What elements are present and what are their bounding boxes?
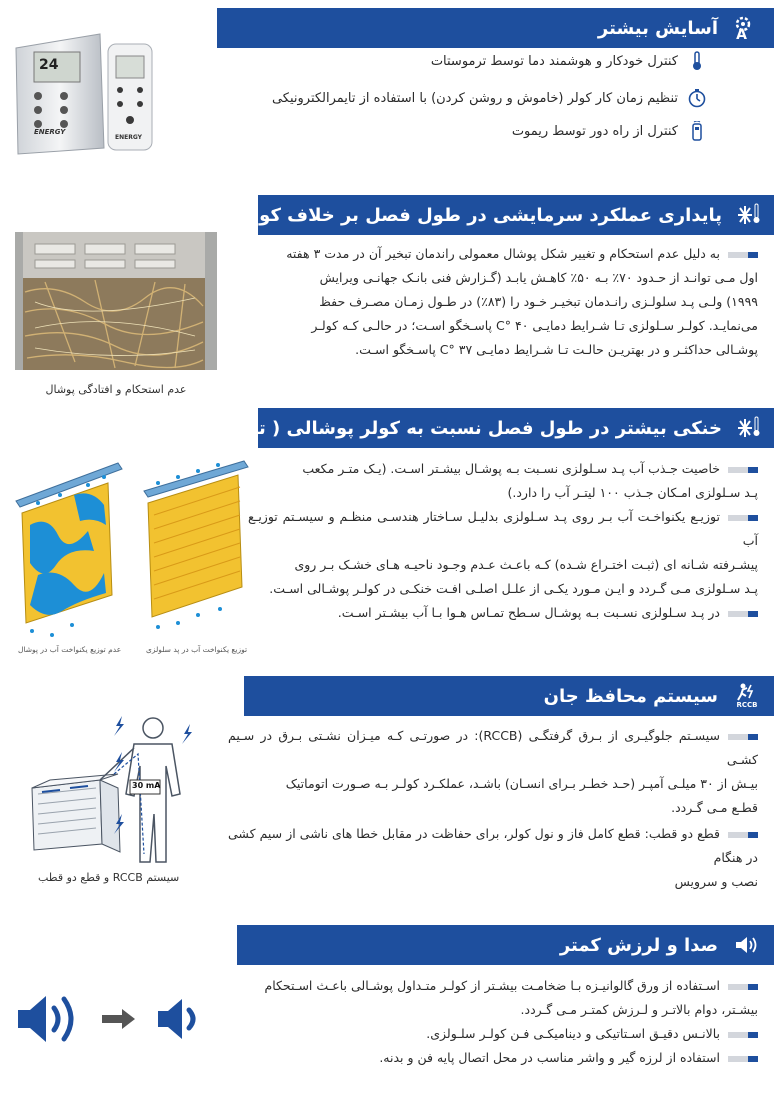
- noise-paragraph: [228, 974, 758, 1070]
- speaker-icon: [732, 930, 762, 960]
- section-durability-banner: [125, 195, 774, 235]
- rccb-shock-icon: [732, 681, 762, 711]
- paragraph-line: پوشـالی حداکثـر و در بهتریـن حالـت تـا شـرایط دمایـی ۳۷ °C پاسـخگو اسـت.: [355, 342, 758, 357]
- thermostat-brand: ENERGY: [34, 128, 66, 136]
- straw-pad-caption: عدم استحکام و افتادگی پوشال: [45, 383, 187, 396]
- section-noise-banner: [237, 925, 774, 965]
- paragraph-line: قطـع مـی گـردد.: [671, 800, 758, 815]
- arrow-right-icon: [102, 1008, 136, 1030]
- section-cooling-banner: [204, 408, 774, 448]
- paragraph-line: نصب و سرویس: [674, 874, 758, 889]
- bullet-bar: [728, 611, 758, 617]
- comfort-item-timer: [272, 87, 708, 109]
- comfort-item-text: تنظیم زمان کار کولر (خاموش و روشن کردن) با استفاده از تایمرالکترونیکی: [271, 90, 678, 106]
- section-noise-title: صدا و لرزش کمتر: [559, 934, 718, 956]
- cooling-paragraph: [248, 457, 758, 625]
- section-cooling-title: خنکی بیشتر در طول فصل نسبت به کولر پوشالی ( تا ۳۰٪): [204, 417, 722, 439]
- paragraph-line: خاصیت جـذب آب پـد سـلولزی نسـبت بـه پوشـال بیشـتر اسـت. (یـک متـر مکعب: [248, 457, 758, 481]
- bullet-bar: [728, 467, 758, 473]
- comfort-item-text: کنترل خودکار و هوشمند دما توسط ترموستات: [430, 53, 678, 69]
- bullet-bar: [728, 734, 758, 740]
- pad-caption-straw: عدم توزیع یکنواخت آب در پوشال: [18, 645, 122, 654]
- rccb-illustration: [30, 714, 200, 874]
- remote-icon: [686, 120, 708, 142]
- svg-text:A: A: [736, 27, 747, 41]
- volume-loud-icon: [16, 990, 82, 1048]
- section-comfort-banner: [217, 8, 774, 48]
- paragraph-line: در پـد سـلولزی نسـبت بـه پوشـال سـطح تمـاس هـوا بـا آب بیشـتر اسـت.: [248, 601, 758, 625]
- section-safety-title: سیستم محافظ جان: [543, 685, 718, 707]
- straw-pad-image: [15, 232, 217, 370]
- paragraph-line: پـد سـلولزی مـی گـردد و ایـن مـورد یکـی از علـل اصلـی افـت خنکـی در کولـر پوشـالی اسـت.: [269, 581, 758, 596]
- section-comfort-title: آسایش بیشتر: [597, 17, 718, 39]
- volume-low-icon: [156, 994, 200, 1044]
- rccb-meter-label: 30 mA: [132, 781, 161, 790]
- bullet-bar: [728, 832, 758, 838]
- comfort-item-remote: [512, 120, 708, 142]
- thermostat-temperature: 24: [39, 57, 59, 73]
- paragraph-line: توزیـع یکنواخـت آب بـر روی پـد سـلولزی بدلیـل سـاختار هندسـی منظـم و سیسـتم توزیـع آب: [248, 509, 758, 548]
- paragraph-line: پـد سـلولزی امـکان جـذب ۱۰۰ لیتـر آب را دارد.): [507, 485, 758, 500]
- comfort-item-thermostat: [431, 50, 708, 72]
- rccb-icon-label: RCCB: [736, 701, 758, 709]
- rccb-caption: سیستم RCCB و قطع دو قطب: [38, 871, 180, 884]
- paragraph-line: می‌نمایـد. کولـر سـلولزی تـا شـرایط دمایـی ۴۰ °C پاسـخگو اسـت؛ در حالـی کـه کولـر: [311, 318, 758, 333]
- temperature-snow-icon: [736, 200, 762, 230]
- paragraph-line: بیشـتر، دوام بالاتـر و لـرزش کمتـر مـی گـردد.: [520, 1002, 758, 1017]
- temperature-snow-icon: [736, 413, 762, 443]
- comfort-item-text: کنترل از راه دور توسط ریموت: [511, 123, 678, 139]
- paragraph-line: قطع دو قطب: قطع کامل فاز و نول کولر، برای حفاظت در مقابل خطا های ناشی از سیم کشی در هنگام: [228, 826, 758, 865]
- paragraph-line: به دلیل عدم استحکام و تغییر شکل پوشال معمولی راندمان تبخیر آن در مدت ۳ هفته: [248, 242, 758, 266]
- bullet-bar: [728, 1032, 758, 1038]
- durability-paragraph: [248, 242, 758, 362]
- paragraph-line: اسـتفاده از ورق گالوانیـزه بـا ضخامـت بیشـتر از کولـر متـداول پوشـالی باعـث اسـتحکام: [228, 974, 758, 998]
- paragraph-line: سیسـتم جلوگیـری از بـرق گرفتگـی (RCCB): در صورتـی کـه میـزان نشـتی بـرق در سـیم کشـی: [228, 728, 758, 767]
- bullet-bar: [728, 1056, 758, 1062]
- paragraph-line: ۱۹۹۹) ولـی پـد سلولـزی رانـدمان تبخیـر خـود را (۸۳٪) در طـول زمـان مصـرف حفظ: [319, 294, 758, 309]
- section-durability-title: پایداری عملکرد سرمایشی در طول فصل بر خلاف کولر های پوشالی: [125, 204, 722, 226]
- pad-caption-cellulose: توزیع یکنواخت آب در پد سلولزی: [146, 645, 248, 654]
- clock-icon: [686, 87, 708, 109]
- bullet-bar: [728, 252, 758, 258]
- paragraph-line: بیـش از ۳۰ میلـی آمپـر (حـد خطـر بـرای انسـان) باشـد، عملکـرد کولـر بـه صـورت اتوماتیک: [285, 776, 758, 791]
- safety-paragraph: [228, 724, 758, 894]
- paragraph-line: پیشـرفته شـانه ای (ثبـت اختـراع شـده) کـه باعـث عـدم وجـود ناحیـه هـای خشـک بـر روی: [294, 557, 758, 572]
- thermostat-remote-image: [12, 30, 160, 158]
- bullet-bar: [728, 515, 758, 521]
- section-safety-banner: [244, 676, 774, 716]
- paragraph-line: بالانـس دقیـق اسـتاتیکی و دینامیکـی فـن کولـر سلـولزی.: [228, 1022, 758, 1046]
- paragraph-line: استفاده از لرزه گیر و واشر مناسب در محل اتصال پایه فن و بدنه.: [228, 1046, 758, 1070]
- pad-comparison-image: [8, 455, 260, 645]
- remote-brand: ENERGY: [115, 134, 142, 141]
- paragraph-line: اول مـی توانـد از حـدود ۷۰٪ بـه ۵۰٪ کاهـش یابـد (گـزارش فنی بانـک جهانـی ویرایش: [319, 270, 758, 285]
- bullet-bar: [728, 984, 758, 990]
- gear-a-icon: [732, 13, 762, 43]
- thermometer-icon: [686, 50, 708, 72]
